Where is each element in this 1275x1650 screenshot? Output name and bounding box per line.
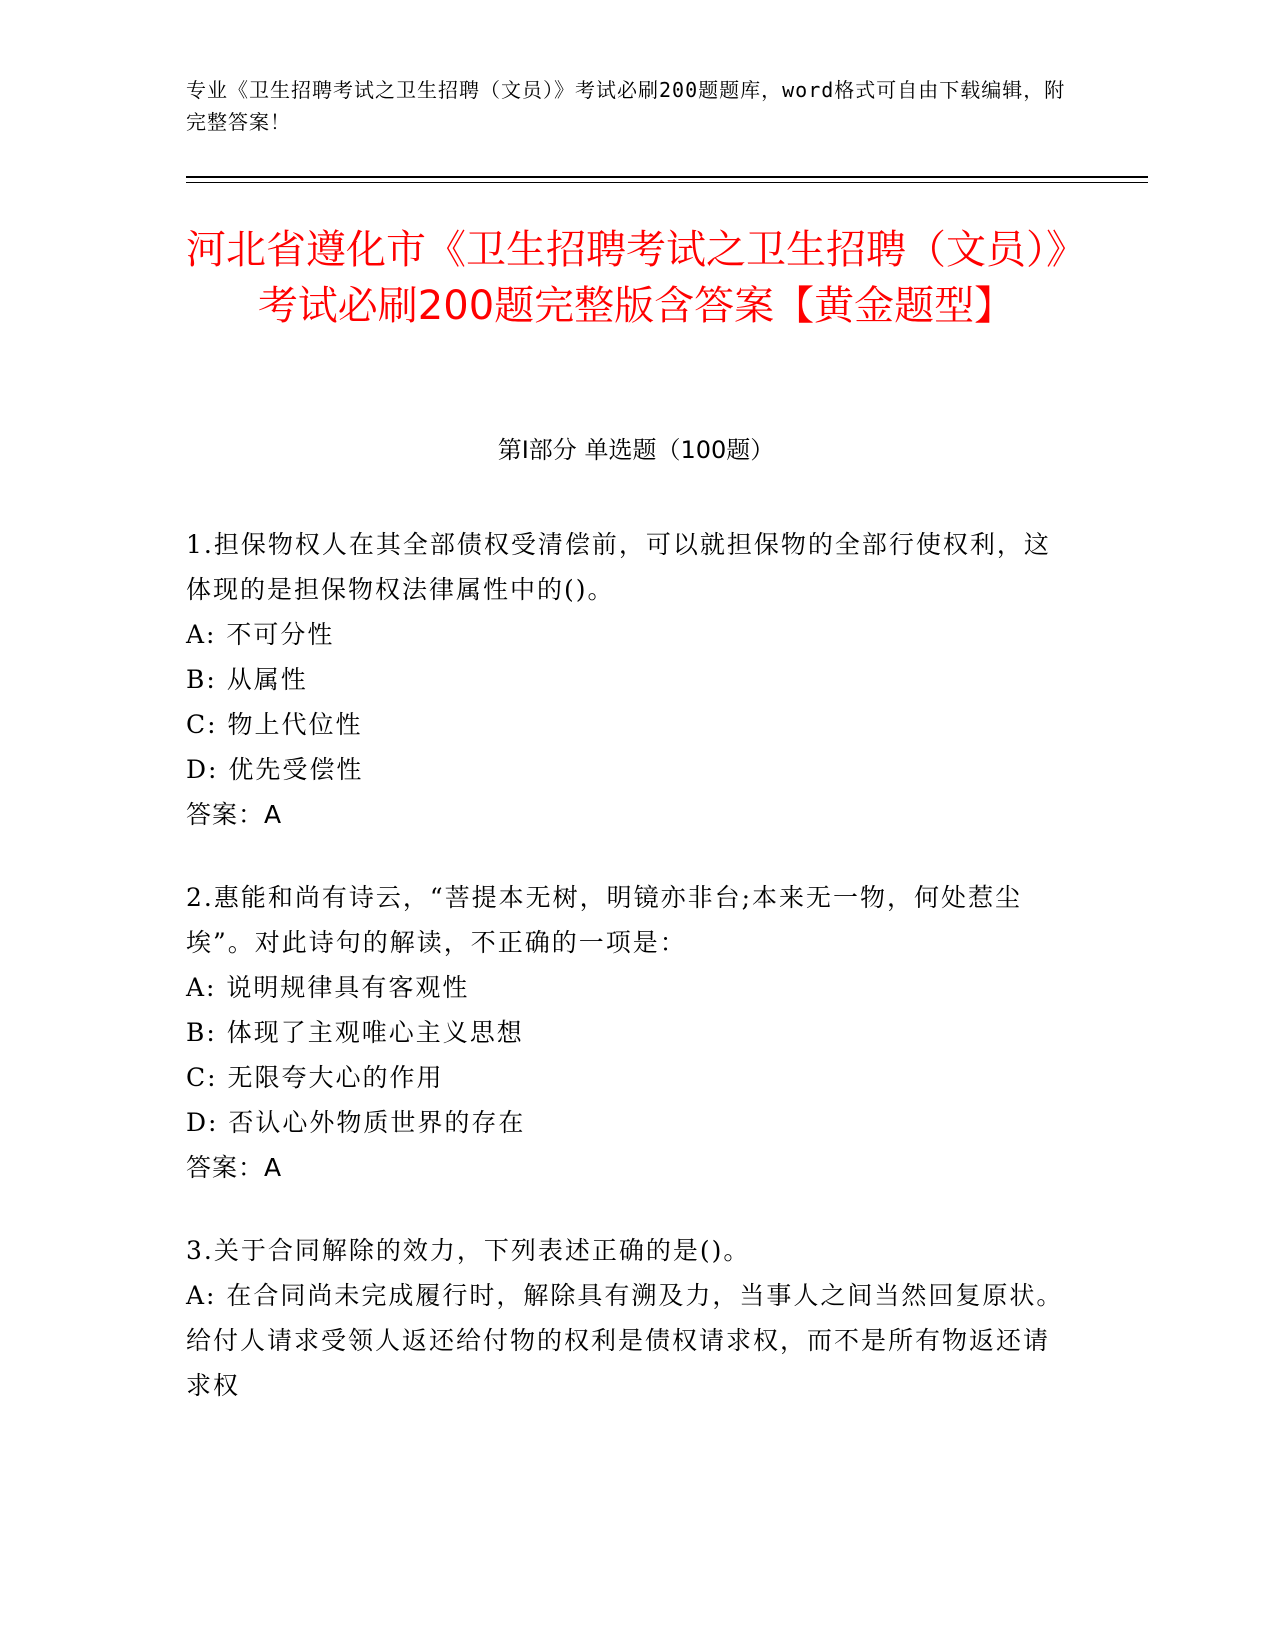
option-b: B: 从属性 <box>186 665 308 694</box>
question-stem: 1.担保物权人在其全部债权受清偿前，可以就担保物的全部行使权利，这体现的是担保物权法律属性中的()。 <box>186 530 1051 604</box>
question-stem: 3.关于合同解除的效力，下列表述正确的是()。 <box>186 1236 751 1265</box>
header-rule-thick <box>186 176 1148 178</box>
option-a: A: 不可分性 <box>186 620 335 649</box>
option-a: A: 在合同尚未完成履行时，解除具有溯及力，当事人之间当然回复原状。给付人请求受领人返还给付物的权利是债权请求权，而不是所有物返还请求权 <box>186 1281 1064 1400</box>
question-stem: 2.惠能和尚有诗云，“菩提本无树，明镜亦非台;本来无一物，何处惹尘埃”。对此诗句的解读，不正确的一项是： <box>186 883 1023 957</box>
document-title: 河北省遵化市《卫生招聘考试之卫生招聘（文员）》考试必刷200题完整版含答案【黄金题型】 <box>186 227 1086 329</box>
option-d: D: 否认心外物质世界的存在 <box>186 1108 526 1137</box>
option-d: D: 优先受偿性 <box>186 755 364 784</box>
option-c: C: 无限夸大心的作用 <box>186 1063 444 1092</box>
header-note: 专业《卫生招聘考试之卫生招聘（文员）》考试必刷200题题库，word格式可自由下载编辑，附完整答案！ <box>186 78 1066 134</box>
option-a: A: 说明规律具有客观性 <box>186 973 470 1002</box>
question-1 <box>186 522 1066 837</box>
question-3 <box>186 1228 1066 1408</box>
answer-line: 答案：A <box>186 1153 283 1182</box>
answer-line: 答案：A <box>186 800 283 829</box>
header-rule-thin <box>186 182 1148 183</box>
question-2 <box>186 875 1066 1190</box>
option-b: B: 体现了主观唯心主义思想 <box>186 1018 524 1047</box>
section-heading: 第Ⅰ部分 单选题（100题） <box>497 436 775 464</box>
question-list <box>186 522 1066 1446</box>
option-c: C: 物上代位性 <box>186 710 363 739</box>
